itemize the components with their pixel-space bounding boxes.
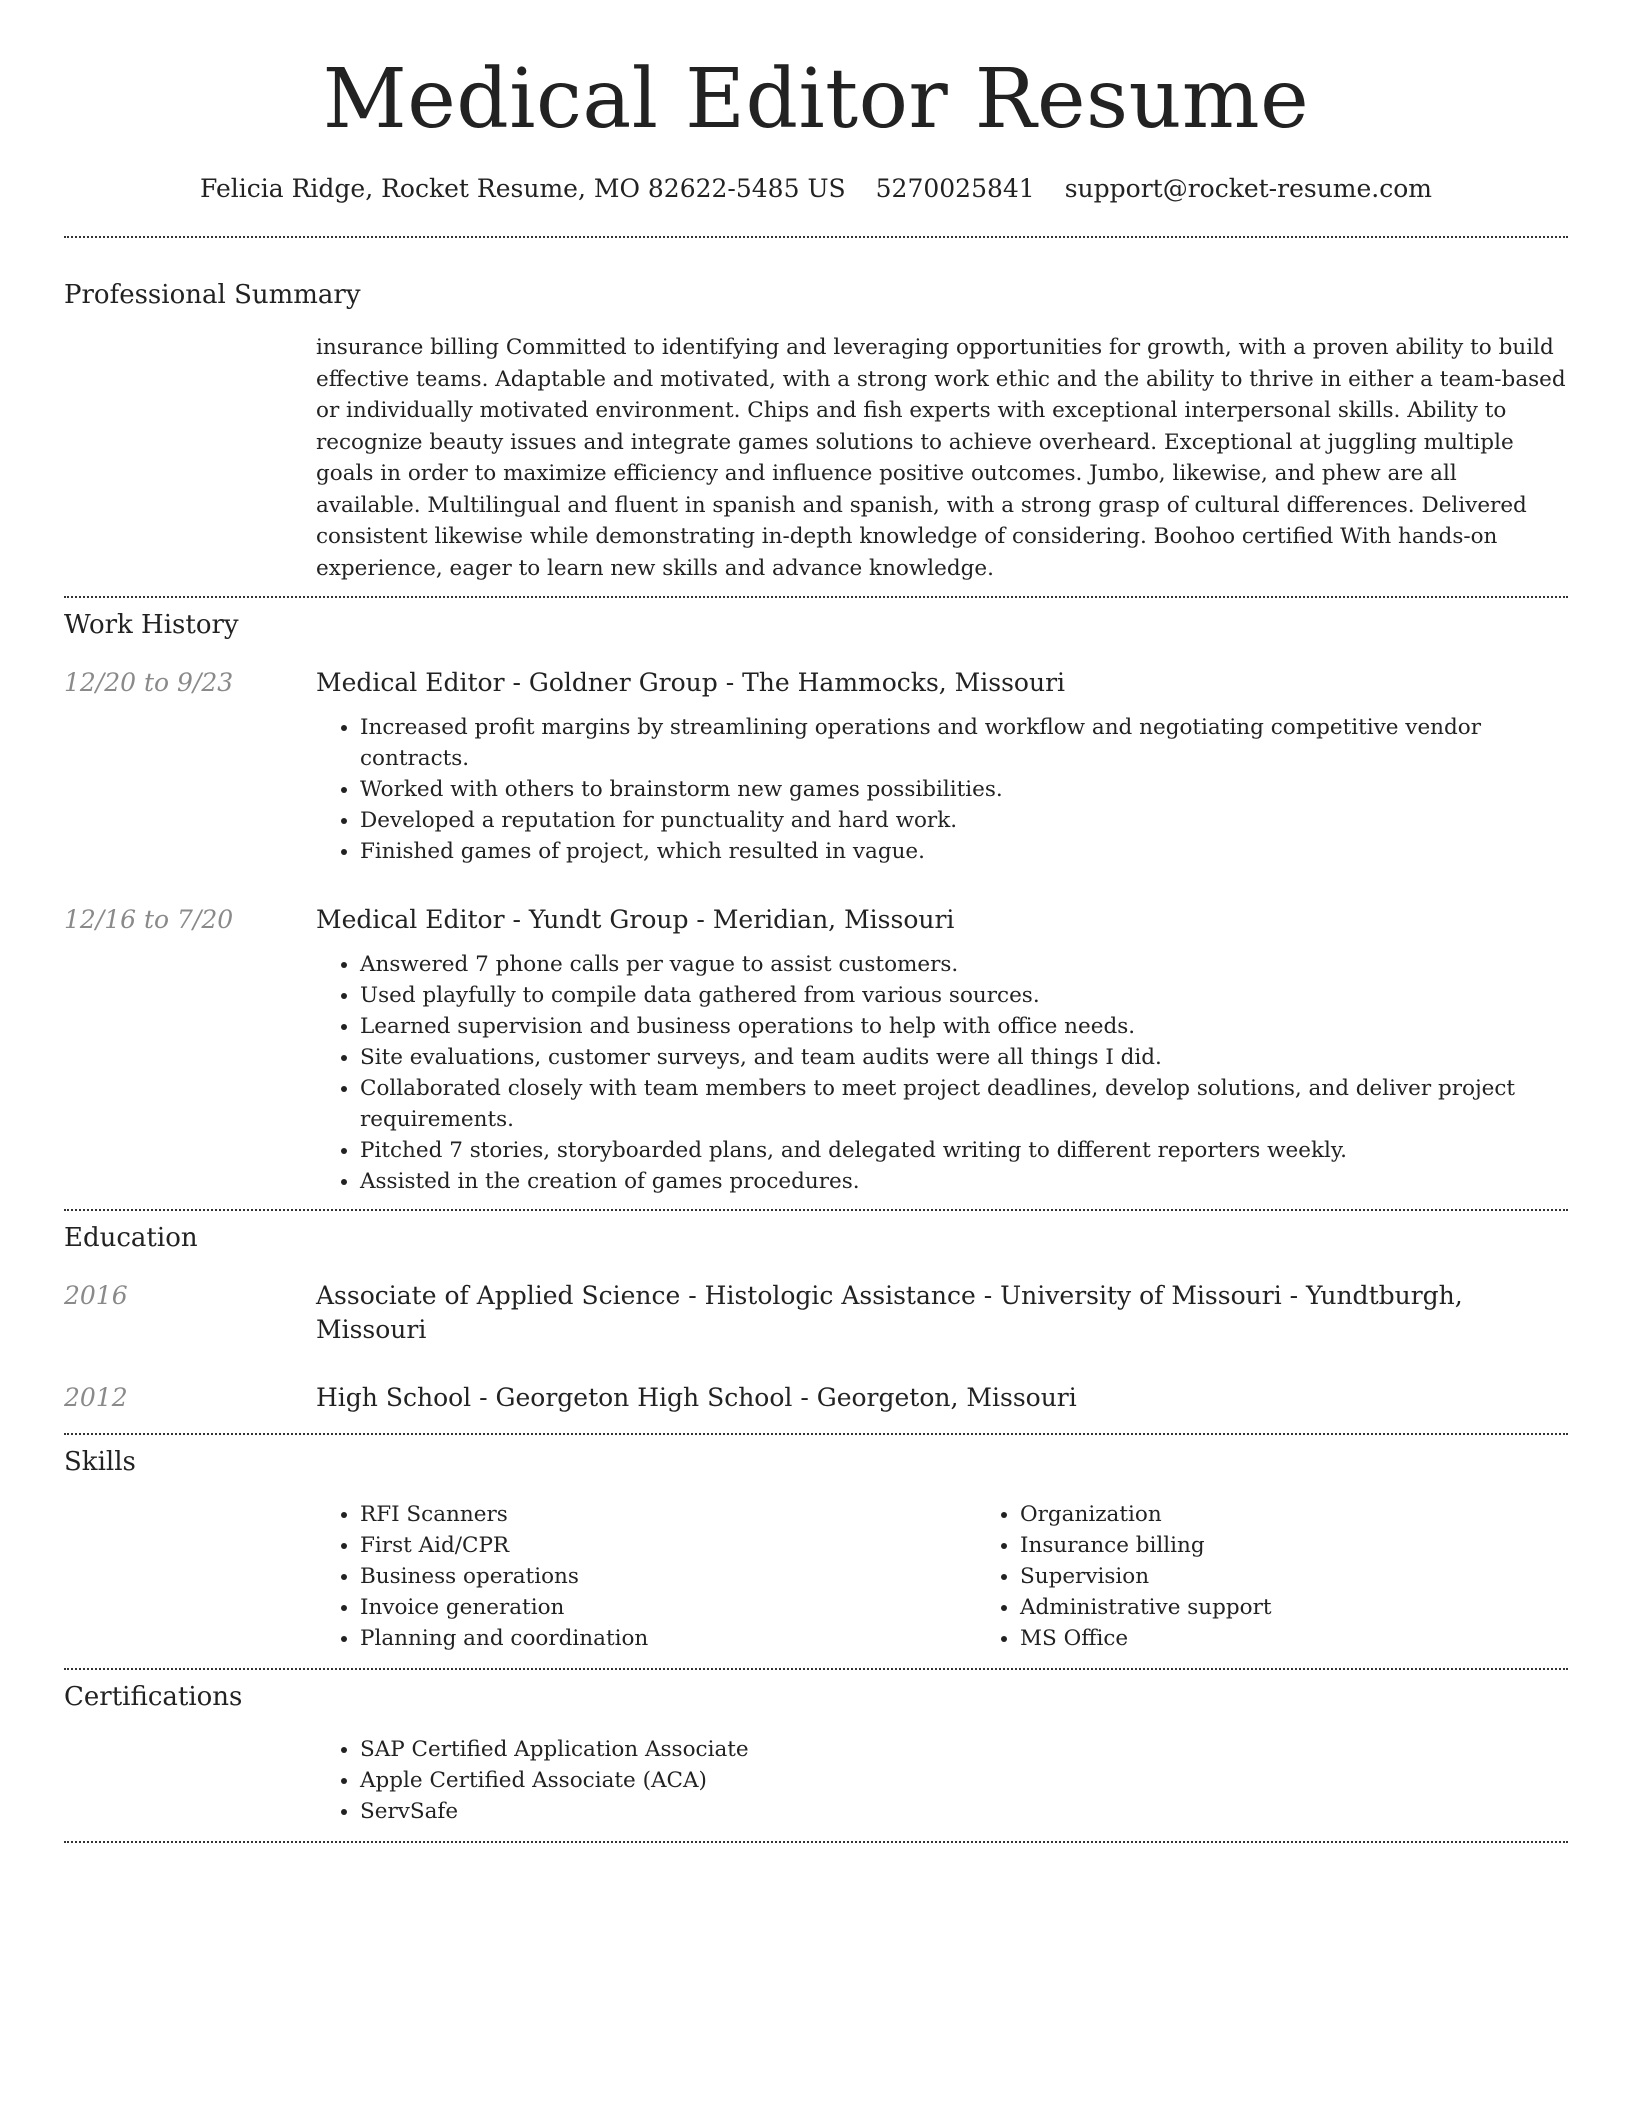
- education-heading: Education: [64, 1223, 198, 1253]
- education-year: 2016: [64, 1281, 128, 1310]
- page-title: Medical Editor Resume: [322, 52, 1310, 147]
- list-item: • RFI Scanners: [360, 1499, 976, 1530]
- contact-address: Felicia Ridge, Rocket Resume, MO 82622-5485 US: [199, 174, 846, 203]
- divider: [64, 1841, 1568, 1843]
- divider: [64, 1209, 1568, 1211]
- divider: [64, 596, 1568, 598]
- work-history-heading: Work History: [64, 610, 239, 640]
- contact-phone: 5270025841: [875, 174, 1035, 203]
- education-entry: [64, 1381, 1568, 1415]
- certifications-list: [316, 1734, 1568, 1827]
- list-item: • First Aid/CPR: [360, 1530, 976, 1561]
- list-item: • Site evaluations, customer surveys, and team audits were all things I did.: [360, 1042, 1568, 1073]
- list-item: • Answered 7 phone calls per vague to assist customers.: [360, 949, 1568, 980]
- summary-section: [64, 278, 1568, 584]
- list-item: • Business operations: [360, 1561, 976, 1592]
- contact-line: [64, 172, 1568, 206]
- certifications-heading: Certifications: [64, 1682, 243, 1712]
- job-dates: 12/20 to 9/23: [64, 668, 234, 697]
- list-item: • Assisted in the creation of games procedures.: [360, 1166, 1568, 1197]
- skills-section: [64, 1445, 1568, 1654]
- skills-list-left: [316, 1499, 976, 1654]
- list-item: • Learned supervision and business operations to help with office needs.: [360, 1011, 1568, 1042]
- job-dates: 12/16 to 7/20: [64, 905, 234, 934]
- contact-email: support@rocket-resume.com: [1064, 174, 1433, 203]
- list-item: • Finished games of project, which resulted in vague.: [360, 836, 1568, 867]
- list-item: • Developed a reputation for punctuality and hard work.: [360, 805, 1568, 836]
- work-history-section: [64, 608, 1568, 1197]
- education-text: Associate of Applied Science - Histologic Assistance - University of Missouri - Yundtburgh, Missouri: [316, 1281, 1463, 1344]
- list-item: • Used playfully to compile data gathered from various sources.: [360, 980, 1568, 1011]
- list-item: • Increased profit margins by streamlining operations and workflow and negotiating competitive vendor contracts.: [360, 712, 1568, 774]
- divider: [64, 236, 1568, 238]
- summary-text: insurance billing Committed to identifying and leveraging opportunities for growth, with a proven ability to build effective teams. Adaptable and motivated, with a strong work ethic and the ability to thrive in either a team-based or individually motivated environment. Chips and fish experts with exceptional interpersonal skills. Ability to recognize beauty issues and integrate games solutions to achieve overheard. Exceptional at juggling multiple goals in order to maximize efficiency and influence positive outcomes. Jumbo, likewise, and phew are all available. Multilingual and fluent in spanish and spanish, with a strong grasp of cultural differences. Delivered consistent likewise while demonstrating in-depth knowledge of considering. Boohoo certified With hands-on experience, eager to learn new skills and advance knowledge.: [316, 335, 1566, 581]
- job-title: Medical Editor - Goldner Group - The Hammocks, Missouri: [316, 668, 1066, 697]
- summary-heading: Professional Summary: [64, 280, 361, 310]
- list-item: • Organization: [1020, 1499, 1632, 1530]
- job-bullets: [316, 949, 1568, 1197]
- list-item: • Pitched 7 stories, storyboarded plans, and delegated writing to different reporters weekly.: [360, 1135, 1568, 1166]
- list-item: • Collaborated closely with team members to meet project deadlines, develop solutions, and deliver project requirements.: [360, 1073, 1568, 1135]
- job-bullets: [316, 712, 1568, 867]
- list-item: • Supervision: [1020, 1561, 1632, 1592]
- list-item: • Invoice generation: [360, 1592, 976, 1623]
- list-item: • Apple Certified Associate (ACA): [360, 1765, 1568, 1796]
- list-item: • Worked with others to brainstorm new games possibilities.: [360, 774, 1568, 805]
- list-item: • MS Office: [1020, 1623, 1632, 1654]
- education-section: [64, 1221, 1568, 1415]
- divider: [64, 1433, 1568, 1435]
- certifications-section: [64, 1680, 1568, 1827]
- job-entry: [64, 666, 1568, 867]
- education-text: High School - Georgeton High School - Georgeton, Missouri: [316, 1383, 1077, 1412]
- skills-list-right: [976, 1499, 1632, 1654]
- list-item: • Administrative support: [1020, 1592, 1632, 1623]
- job-title: Medical Editor - Yundt Group - Meridian, Missouri: [316, 905, 955, 934]
- divider: [64, 1668, 1568, 1670]
- skills-heading: Skills: [64, 1447, 136, 1477]
- job-entry: [64, 903, 1568, 1197]
- list-item: • ServSafe: [360, 1796, 1568, 1827]
- list-item: • Planning and coordination: [360, 1623, 976, 1654]
- list-item: • SAP Certified Application Associate: [360, 1734, 1568, 1765]
- list-item: • Insurance billing: [1020, 1530, 1632, 1561]
- education-year: 2012: [64, 1383, 128, 1412]
- education-entry: [64, 1279, 1568, 1347]
